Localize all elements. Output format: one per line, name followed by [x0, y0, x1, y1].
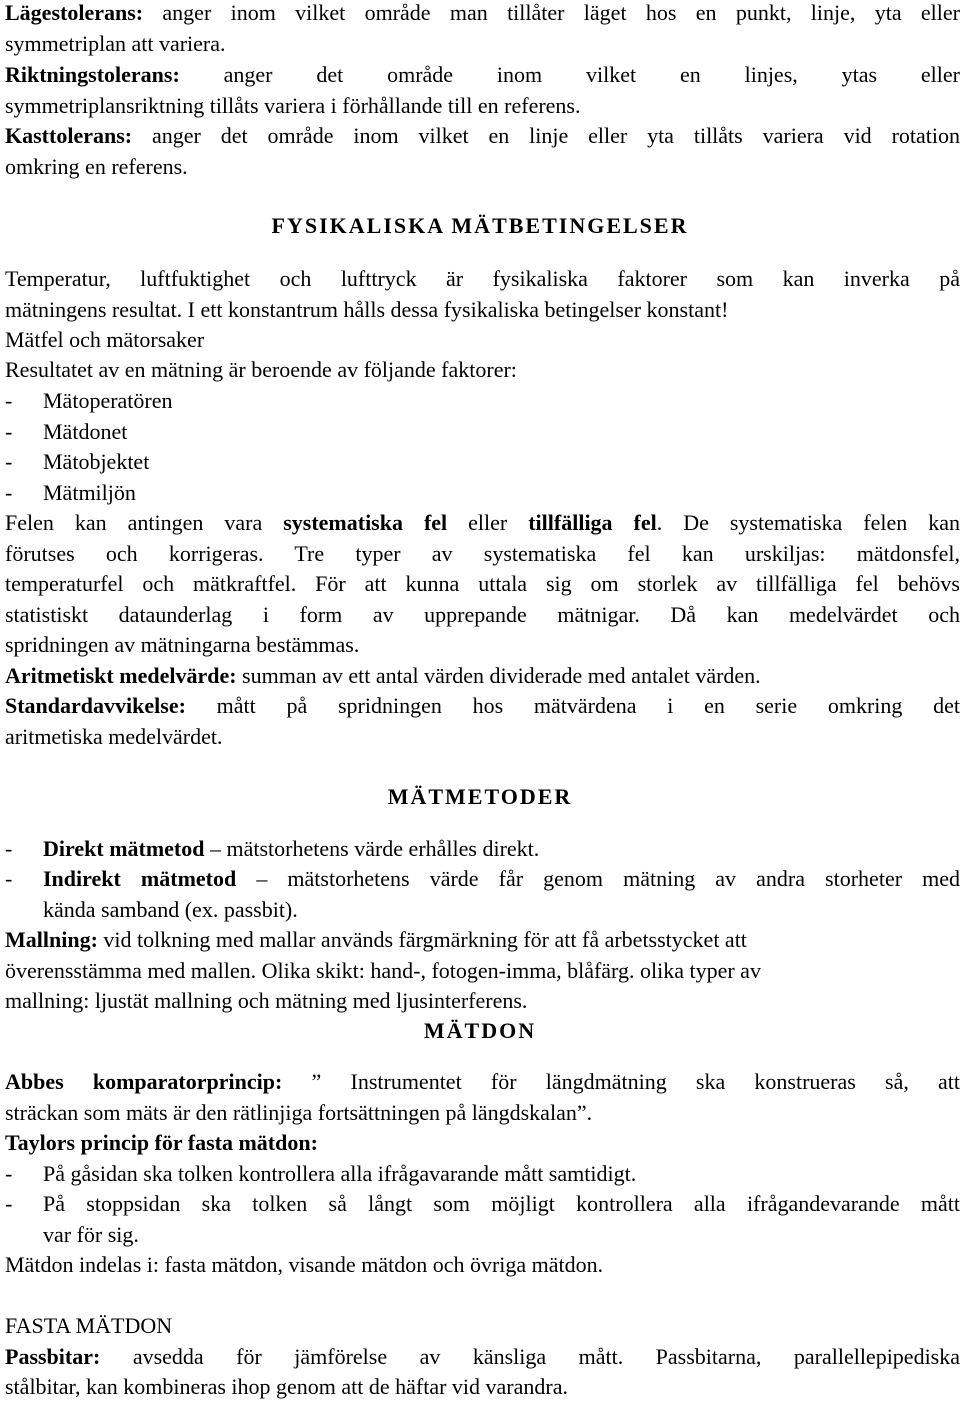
standardavvikelse-line-2: aritmetiska medelvärdet.: [5, 724, 223, 749]
mallning-term: Mallning:: [5, 927, 98, 952]
taylor-item-2-line-2: var för sig.: [43, 1222, 139, 1247]
passbitar-term: Passbitar:: [5, 1344, 101, 1369]
indirekt-item-line-2: kända samband (ex. passbit).: [43, 897, 298, 922]
indelas-line: Mätdon indelas i: fasta mätdon, visande mätdon och övriga mätdon.: [5, 1252, 604, 1277]
aritmetiskt-term: Aritmetiskt medelvärde:: [5, 663, 237, 688]
taylor-item-1: - På gåsidan ska tolken kontrollera alla ifrågavarande mått samtidigt.: [5, 1161, 637, 1186]
heading-fasta-matdon: FASTA MÄTDON: [5, 1313, 173, 1338]
kasttolerans-term: Kasttolerans:: [5, 123, 133, 148]
fel-line-3: temperaturfel och mätkraftfel. För att kunna uttala sig om storlek av tillfälliga fel behövs: [5, 571, 960, 596]
riktningstolerans-line-2: symmetriplansriktning tillåts variera i förhållande till en referens.: [5, 93, 581, 118]
abbe-line-2: sträckan som mäts är den rätlinjiga fortsättningen på längdskalan”.: [5, 1100, 593, 1125]
indirekt-item-line-1: - Indirekt mätmetod – mätstorhetens värde får genom mätning av andra storheter med: [5, 866, 960, 891]
mallning-line-3: mallning: ljustät mallning och mätning med ljusinterferens.: [5, 988, 528, 1013]
abbe-term: Abbes komparatorprincip:: [5, 1069, 283, 1094]
factor-item: - Mätobjektet: [5, 449, 150, 474]
fel-line-1: Felen kan antingen vara systematiska fel eller tillfälliga fel. De systematiska felen kan: [5, 510, 960, 535]
factor-item: - Mätdonet: [5, 419, 128, 444]
lagestolerans-line-1: [5, 0, 960, 27]
riktningstolerans-line-1: [5, 61, 960, 89]
fel-line-2: förutses och korrigeras. Tre typer av systematiska fel kan urskiljas: mätdonsfel,: [5, 541, 960, 566]
heading-matmetoder: MÄTMETODER: [387, 784, 573, 809]
lagestolerans-text: anger inom vilket område man tillåter läget hos en punkt, linje, yta eller: [162, 0, 960, 25]
mallning-line-2: överensstämma med mallen. Olika skikt: hand-, fotogen-imma, blåfärg. olika typer av: [5, 958, 761, 983]
lagestolerans-line-2: symmetriplan att variera.: [5, 31, 226, 56]
kasttolerans-line-2: omkring en referens.: [5, 154, 188, 179]
factor-item: - Mätmiljön: [5, 480, 136, 505]
factor-item: - Mätoperatören: [5, 388, 173, 413]
kasttolerans-line-1: [5, 122, 960, 150]
fysikaliska-line-2: mätningens resultat. I ett konstantrum hålls dessa fysikaliska betingelser konstant!: [5, 297, 729, 322]
direkt-item: - Direkt mätmetod – mätstorhetens värde erhålles direkt.: [5, 836, 540, 861]
mallning-line-1: Mallning: vid tolkning med mallar används färgmärkning för att få arbetsstycket att: [5, 927, 747, 952]
aritmetiskt-line: Aritmetiskt medelvärde: summan av ett antal värden dividerade med antalet värden.: [5, 663, 761, 688]
fysikaliska-line-1: Temperatur, luftfuktighet och lufttryck är fysikaliska faktorer som kan inverka på: [5, 266, 960, 291]
fel-line-5: spridningen av mätningarna bestämmas.: [5, 632, 360, 657]
taylor-heading: Taylors princip för fasta mätdon:: [5, 1130, 318, 1155]
passbitar-line-1: Passbitar: avsedda för jämförelse av känsliga mått. Passbitarna, parallellepipediska: [5, 1344, 960, 1369]
passbitar-line-2: stålbitar, kan kombineras ihop genom att de häftar vid varandra.: [5, 1374, 568, 1399]
fel-line-4: statistiskt dataunderlag i form av upprepande mätnigar. Då kan medelvärdet och: [5, 602, 960, 627]
standardavvikelse-term: Standardavvikelse:: [5, 693, 186, 718]
matfel-heading: Mätfel och mätorsaker: [5, 327, 205, 352]
abbe-line-1: Abbes komparatorprincip: ” Instrumentet för längdmätning ska konstrueras så, att: [5, 1069, 960, 1094]
resultatet-line: Resultatet av en mätning är beroende av följande faktorer:: [5, 357, 517, 382]
heading-fysikaliska: FYSIKALISKA MÄTBETINGELSER: [271, 213, 689, 238]
riktningstolerans-term: Riktningstolerans:: [5, 62, 180, 87]
riktningstolerans-text: anger det område inom vilket en linjes, ytas eller: [223, 62, 960, 87]
taylor-item-2-line-1: - På stoppsidan ska tolken så långt som möjligt kontrollera alla ifrågandevarande mått: [5, 1191, 960, 1216]
lagestolerans-term: Lägestolerans:: [5, 0, 144, 25]
standardavvikelse-line-1: Standardavvikelse: mått på spridningen hos mätvärdena i en serie omkring det: [5, 693, 960, 718]
heading-matdon: MÄTDON: [423, 1018, 537, 1043]
kasttolerans-text: anger det område inom vilket en linje eller yta tillåts variera vid rotation: [151, 123, 960, 148]
